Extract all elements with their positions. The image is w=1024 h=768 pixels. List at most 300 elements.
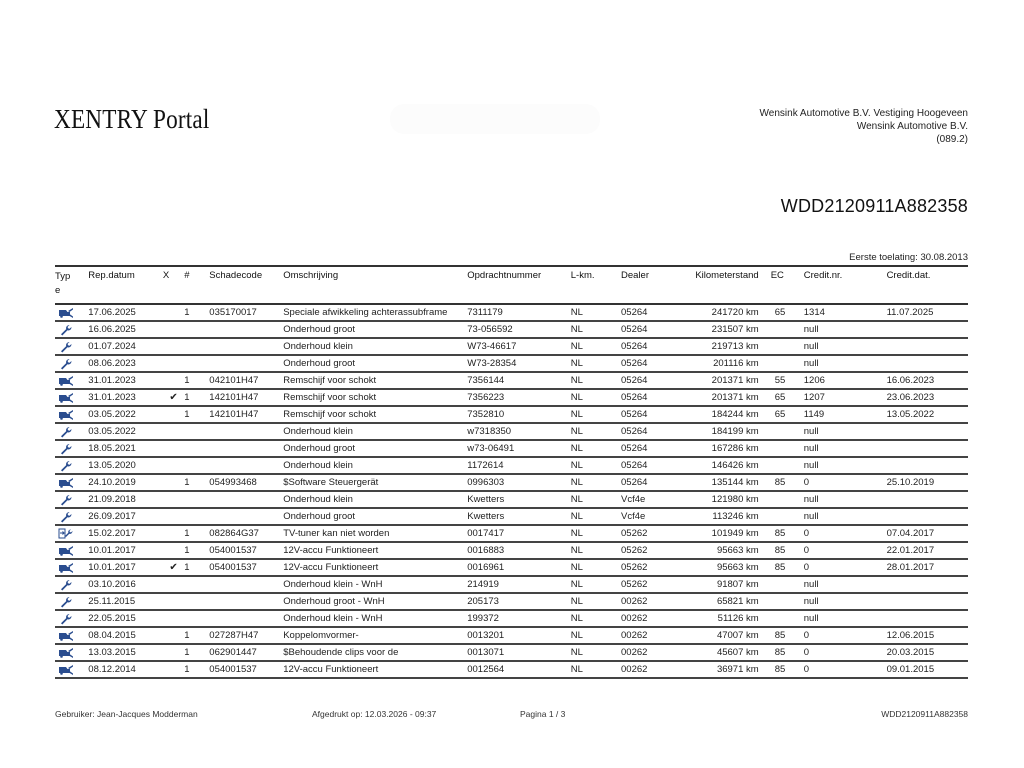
cell-credit-date — [887, 423, 968, 440]
wrench-icon — [55, 426, 74, 437]
cell-rep-date: 10.01.2017 — [88, 542, 163, 559]
wrench-icon — [55, 579, 74, 590]
cell-credit-date — [887, 440, 968, 457]
cell-lkm: NL — [571, 508, 621, 525]
table-row[interactable] — [55, 304, 968, 321]
cell-ec — [771, 440, 804, 457]
cell-dealer: 05264 — [621, 457, 678, 474]
cell-mileage: 45607 km — [678, 644, 771, 661]
row-type-cell — [55, 440, 88, 457]
cell-credit-date — [887, 593, 968, 610]
table-row[interactable] — [55, 321, 968, 338]
cell-lkm: NL — [571, 491, 621, 508]
col-description: Omschrijving — [283, 266, 467, 304]
cell-x-mark — [163, 627, 184, 644]
cell-dealer: 05262 — [621, 542, 678, 559]
cell-dealer: 00262 — [621, 627, 678, 644]
dealer-line-2: Wensink Automotive B.V. — [856, 121, 968, 132]
cell-credit-nr: null — [804, 321, 887, 338]
cell-count — [184, 321, 209, 338]
row-type-cell — [55, 389, 88, 406]
cell-rep-date: 18.05.2021 — [88, 440, 163, 457]
cell-mileage: 219713 km — [678, 338, 771, 355]
table-row[interactable] — [55, 372, 968, 389]
cell-credit-nr: 1206 — [804, 372, 887, 389]
cell-x-mark — [163, 661, 184, 678]
table-row[interactable] — [55, 355, 968, 372]
cell-order-number: 199372 — [467, 610, 571, 627]
cell-credit-nr: 0 — [804, 661, 887, 678]
cell-count — [184, 610, 209, 627]
cell-count — [184, 355, 209, 372]
warranty-car-icon — [55, 409, 74, 420]
cell-ec — [771, 508, 804, 525]
cell-ec — [771, 457, 804, 474]
cell-count: 1 — [184, 661, 209, 678]
cell-dealer: 05264 — [621, 440, 678, 457]
row-type-cell — [55, 627, 88, 644]
cell-credit-date — [887, 457, 968, 474]
cell-dealer: 05264 — [621, 338, 678, 355]
cell-credit-nr: 0 — [804, 644, 887, 661]
table-row[interactable] — [55, 627, 968, 644]
cell-description: $Behoudende clips voor de — [283, 644, 467, 661]
table-row[interactable] — [55, 525, 968, 542]
cell-credit-date: 12.06.2015 — [887, 627, 968, 644]
table-row[interactable] — [55, 338, 968, 355]
cell-dealer: 00262 — [621, 610, 678, 627]
cell-x-mark — [163, 474, 184, 491]
cell-rep-date: 31.01.2023 — [88, 372, 163, 389]
cell-order-number: 214919 — [467, 576, 571, 593]
cell-rep-date: 01.07.2024 — [88, 338, 163, 355]
cell-order-number: 73-056592 — [467, 321, 571, 338]
cell-damage-code — [209, 576, 283, 593]
cell-rep-date: 24.10.2019 — [88, 474, 163, 491]
cell-rep-date: 03.05.2022 — [88, 423, 163, 440]
cell-count: 1 — [184, 372, 209, 389]
cell-ec: 85 — [771, 644, 804, 661]
table-header-row — [55, 266, 968, 304]
cell-count — [184, 457, 209, 474]
cell-damage-code — [209, 355, 283, 372]
cell-count — [184, 423, 209, 440]
cell-mileage: 65821 km — [678, 593, 771, 610]
cell-lkm: NL — [571, 593, 621, 610]
col-rep-date: Rep.datum — [88, 266, 163, 304]
cell-ec: 65 — [771, 406, 804, 423]
col-order-number: Opdrachtnummer — [467, 266, 571, 304]
warranty-car-icon — [55, 375, 74, 386]
col-x: X — [163, 266, 184, 304]
cell-credit-date: 13.05.2022 — [887, 406, 968, 423]
cell-dealer: 05264 — [621, 423, 678, 440]
table-row[interactable] — [55, 457, 968, 474]
row-type-cell — [55, 304, 88, 321]
cell-description: Remschijf voor schokt — [283, 389, 467, 406]
cell-damage-code: 142101H47 — [209, 389, 283, 406]
cell-damage-code: 062901447 — [209, 644, 283, 661]
warranty-car-icon — [55, 307, 74, 318]
cell-x-mark — [163, 423, 184, 440]
cell-ec: 85 — [771, 559, 804, 576]
cell-rep-date: 03.10.2016 — [88, 576, 163, 593]
cell-mileage: 231507 km — [678, 321, 771, 338]
cell-ec — [771, 355, 804, 372]
cell-ec — [771, 593, 804, 610]
cell-order-number: 0012564 — [467, 661, 571, 678]
cell-x-mark — [163, 338, 184, 355]
cell-mileage: 121980 km — [678, 491, 771, 508]
cell-mileage: 91807 km — [678, 576, 771, 593]
cell-ec — [771, 576, 804, 593]
cell-credit-date — [887, 610, 968, 627]
cell-description: 12V-accu Funktioneert — [283, 559, 467, 576]
row-type-cell — [55, 559, 88, 576]
cell-credit-nr: 0 — [804, 474, 887, 491]
cell-mileage: 201371 km — [678, 372, 771, 389]
wrench-icon — [55, 511, 74, 522]
cell-lkm: NL — [571, 644, 621, 661]
cell-lkm: NL — [571, 542, 621, 559]
cell-credit-nr: null — [804, 576, 887, 593]
cell-credit-nr: 0 — [804, 627, 887, 644]
cell-credit-nr: null — [804, 440, 887, 457]
cell-lkm: NL — [571, 627, 621, 644]
footer-printed: Afgedrukt op: 12.03.2026 - 09:37 — [312, 709, 437, 719]
col-type: Typ e — [55, 266, 88, 304]
col-damage-code: Schadecode — [209, 266, 283, 304]
warranty-car-icon — [55, 647, 74, 658]
cell-dealer: 05264 — [621, 304, 678, 321]
warranty-car-icon — [55, 562, 74, 573]
cell-order-number: 0016961 — [467, 559, 571, 576]
cell-order-number: w7318350 — [467, 423, 571, 440]
cell-count — [184, 576, 209, 593]
cell-x-mark — [163, 321, 184, 338]
cell-order-number: 0016883 — [467, 542, 571, 559]
cell-order-number: Kwetters — [467, 491, 571, 508]
cell-order-number: 7311179 — [467, 304, 571, 321]
cell-dealer: 05262 — [621, 576, 678, 593]
cell-credit-nr: null — [804, 491, 887, 508]
cell-credit-nr: null — [804, 457, 887, 474]
cell-rep-date: 31.01.2023 — [88, 389, 163, 406]
cell-order-number: 205173 — [467, 593, 571, 610]
wrench-icon — [55, 341, 74, 352]
cell-damage-code: 042101H47 — [209, 372, 283, 389]
row-type-cell — [55, 338, 88, 355]
cell-lkm: NL — [571, 457, 621, 474]
cell-rep-date: 22.05.2015 — [88, 610, 163, 627]
footer-vin: WDD2120911A882358 — [881, 709, 968, 719]
cell-credit-nr: 0 — [804, 525, 887, 542]
row-type-cell — [55, 508, 88, 525]
cell-lkm: NL — [571, 406, 621, 423]
cell-credit-date: 22.01.2017 — [887, 542, 968, 559]
cell-ec: 85 — [771, 627, 804, 644]
cell-credit-date: 07.04.2017 — [887, 525, 968, 542]
table-row[interactable] — [55, 610, 968, 627]
cell-description: Onderhoud klein - WnH — [283, 610, 467, 627]
cell-description: Onderhoud groot — [283, 321, 467, 338]
redacted-area — [390, 104, 600, 134]
cell-x-mark — [163, 457, 184, 474]
cell-dealer: 05264 — [621, 474, 678, 491]
wrench-icon — [55, 358, 74, 369]
cell-damage-code — [209, 508, 283, 525]
cell-credit-date: 20.03.2015 — [887, 644, 968, 661]
dealer-line-1: Wensink Automotive B.V. Vestiging Hoogeveen — [759, 108, 968, 119]
col-mileage: Kilometerstand — [678, 266, 771, 304]
cell-count — [184, 338, 209, 355]
cell-damage-code: 035170017 — [209, 304, 283, 321]
cell-lkm: NL — [571, 372, 621, 389]
cell-rep-date: 16.06.2025 — [88, 321, 163, 338]
cell-rep-date: 17.06.2025 — [88, 304, 163, 321]
cell-count: 1 — [184, 542, 209, 559]
cell-lkm: NL — [571, 389, 621, 406]
wrench-icon — [55, 443, 74, 454]
cell-description: Onderhoud klein — [283, 338, 467, 355]
cell-damage-code: 082864G37 — [209, 525, 283, 542]
cell-ec: 85 — [771, 542, 804, 559]
table-row[interactable] — [55, 576, 968, 593]
cell-mileage: 241720 km — [678, 304, 771, 321]
cell-credit-date: 28.01.2017 — [887, 559, 968, 576]
cell-lkm: NL — [571, 338, 621, 355]
table-row[interactable] — [55, 440, 968, 457]
cell-credit-nr: 1149 — [804, 406, 887, 423]
cell-dealer: 05264 — [621, 372, 678, 389]
cell-credit-nr: null — [804, 610, 887, 627]
cell-order-number: Kwetters — [467, 508, 571, 525]
cell-credit-date: 11.07.2025 — [887, 304, 968, 321]
cell-credit-date — [887, 338, 968, 355]
row-type-cell — [55, 491, 88, 508]
cell-description: Remschijf voor schokt — [283, 372, 467, 389]
cell-count: 1 — [184, 525, 209, 542]
cell-lkm: NL — [571, 559, 621, 576]
cell-mileage: 51126 km — [678, 610, 771, 627]
cell-count: 1 — [184, 559, 209, 576]
cell-credit-date — [887, 355, 968, 372]
col-lkm: L-km. — [571, 266, 621, 304]
table-row[interactable] — [55, 559, 968, 576]
cell-order-number: 0996303 — [467, 474, 571, 491]
cell-rep-date: 08.12.2014 — [88, 661, 163, 678]
dealer-line-3: (089.2) — [936, 134, 968, 145]
cell-count: 1 — [184, 406, 209, 423]
cell-ec: 85 — [771, 474, 804, 491]
cell-x-mark — [163, 406, 184, 423]
cell-ec — [771, 338, 804, 355]
cell-ec: 85 — [771, 661, 804, 678]
cell-lkm: NL — [571, 525, 621, 542]
cell-credit-nr: null — [804, 508, 887, 525]
cell-damage-code — [209, 491, 283, 508]
row-type-cell — [55, 525, 88, 542]
cell-count: 1 — [184, 627, 209, 644]
cell-credit-date — [887, 491, 968, 508]
cell-damage-code: 054001537 — [209, 559, 283, 576]
wrench-icon — [55, 596, 74, 607]
cell-damage-code: 054993468 — [209, 474, 283, 491]
table-row[interactable] — [55, 593, 968, 610]
row-type-cell — [55, 644, 88, 661]
col-dealer: Dealer — [621, 266, 678, 304]
cell-dealer: 05264 — [621, 321, 678, 338]
row-type-cell — [55, 474, 88, 491]
cell-mileage: 201371 km — [678, 389, 771, 406]
footer-user: Gebruiker: Jean-Jacques Modderman — [55, 709, 198, 719]
cell-lkm: NL — [571, 440, 621, 457]
table-row[interactable] — [55, 661, 968, 678]
cell-ec — [771, 610, 804, 627]
cell-mileage: 201116 km — [678, 355, 771, 372]
table-row[interactable] — [55, 406, 968, 423]
cell-damage-code — [209, 610, 283, 627]
col-ec: EC — [771, 266, 804, 304]
table-row[interactable] — [55, 644, 968, 661]
cell-x-mark — [163, 491, 184, 508]
cell-damage-code — [209, 423, 283, 440]
row-type-cell — [55, 457, 88, 474]
table-row[interactable] — [55, 389, 968, 406]
cell-damage-code: 054001537 — [209, 661, 283, 678]
cell-credit-nr: 1314 — [804, 304, 887, 321]
cell-credit-date: 16.06.2023 — [887, 372, 968, 389]
cell-x-mark: ✔ — [163, 389, 184, 406]
cell-damage-code — [209, 321, 283, 338]
cell-damage-code — [209, 457, 283, 474]
cell-dealer: 05262 — [621, 525, 678, 542]
cell-mileage: 184199 km — [678, 423, 771, 440]
cell-description: Onderhoud klein - WnH — [283, 576, 467, 593]
cell-credit-nr: 0 — [804, 559, 887, 576]
table-row[interactable] — [55, 542, 968, 559]
wrench-icon — [55, 324, 74, 335]
cell-description: TV-tuner kan niet worden — [283, 525, 467, 542]
cell-description: Onderhoud groot - WnH — [283, 593, 467, 610]
first-registration: Eerste toelating: 30.08.2013 — [849, 252, 968, 263]
row-type-cell — [55, 423, 88, 440]
row-type-cell — [55, 406, 88, 423]
cell-rep-date: 10.01.2017 — [88, 559, 163, 576]
cell-x-mark — [163, 644, 184, 661]
cell-count: 1 — [184, 304, 209, 321]
row-type-cell — [55, 355, 88, 372]
cell-count: 1 — [184, 474, 209, 491]
row-type-cell — [55, 661, 88, 678]
row-type-cell — [55, 593, 88, 610]
cell-order-number: W73-46617 — [467, 338, 571, 355]
wrench-icon — [55, 613, 74, 624]
col-credit-date: Credit.dat. — [887, 266, 968, 304]
cell-x-mark — [163, 440, 184, 457]
cell-mileage: 95663 km — [678, 542, 771, 559]
col-num: # — [184, 266, 209, 304]
cell-lkm: NL — [571, 576, 621, 593]
cell-dealer: Vcf4e — [621, 508, 678, 525]
cell-credit-nr: null — [804, 355, 887, 372]
cell-rep-date: 03.05.2022 — [88, 406, 163, 423]
cell-description: 12V-accu Funktioneert — [283, 542, 467, 559]
cell-ec — [771, 491, 804, 508]
cell-count: 1 — [184, 644, 209, 661]
cell-lkm: NL — [571, 474, 621, 491]
cell-description: 12V-accu Funktioneert — [283, 661, 467, 678]
cell-ec: 55 — [771, 372, 804, 389]
service-history-table — [55, 265, 968, 679]
table-row[interactable] — [55, 508, 968, 525]
cell-count: 1 — [184, 389, 209, 406]
cell-description: $Software Steuergerät — [283, 474, 467, 491]
cell-rep-date: 13.03.2015 — [88, 644, 163, 661]
cell-x-mark — [163, 593, 184, 610]
cell-dealer: 00262 — [621, 644, 678, 661]
warranty-car-icon — [55, 630, 74, 641]
cell-mileage: 184244 km — [678, 406, 771, 423]
table-row[interactable] — [55, 423, 968, 440]
row-type-cell — [55, 372, 88, 389]
cell-x-mark — [163, 355, 184, 372]
warranty-car-icon — [55, 664, 74, 675]
cell-mileage: 113246 km — [678, 508, 771, 525]
cell-description: Onderhoud groot — [283, 355, 467, 372]
cell-order-number: 1172614 — [467, 457, 571, 474]
cell-damage-code — [209, 593, 283, 610]
cell-credit-date — [887, 321, 968, 338]
cell-damage-code — [209, 338, 283, 355]
goodwill-wrench-icon — [55, 528, 74, 539]
cell-credit-nr: null — [804, 593, 887, 610]
vehicle-vin: WDD2120911A882358 — [780, 196, 968, 216]
cell-description: Speciale afwikkeling achterassubframe — [283, 304, 467, 321]
cell-lkm: NL — [571, 610, 621, 627]
cell-credit-date: 09.01.2015 — [887, 661, 968, 678]
cell-ec: 85 — [771, 525, 804, 542]
cell-count — [184, 440, 209, 457]
cell-x-mark — [163, 525, 184, 542]
cell-description: Remschijf voor schokt — [283, 406, 467, 423]
cell-credit-nr: null — [804, 423, 887, 440]
cell-count — [184, 593, 209, 610]
cell-description: Onderhoud klein — [283, 423, 467, 440]
cell-mileage: 36971 km — [678, 661, 771, 678]
cell-order-number: 0013071 — [467, 644, 571, 661]
cell-count — [184, 491, 209, 508]
cell-damage-code — [209, 440, 283, 457]
row-type-cell — [55, 321, 88, 338]
table-row[interactable] — [55, 491, 968, 508]
cell-credit-date: 23.06.2023 — [887, 389, 968, 406]
cell-rep-date: 26.09.2017 — [88, 508, 163, 525]
cell-credit-nr: 0 — [804, 542, 887, 559]
cell-ec — [771, 423, 804, 440]
cell-mileage: 146426 km — [678, 457, 771, 474]
warranty-car-icon — [55, 392, 74, 403]
cell-ec — [771, 321, 804, 338]
cell-x-mark — [163, 508, 184, 525]
cell-lkm: NL — [571, 304, 621, 321]
cell-rep-date: 13.05.2020 — [88, 457, 163, 474]
table-row[interactable] — [55, 474, 968, 491]
cell-rep-date: 25.11.2015 — [88, 593, 163, 610]
cell-mileage: 101949 km — [678, 525, 771, 542]
cell-description: Onderhoud groot — [283, 440, 467, 457]
warranty-car-icon — [55, 477, 74, 488]
